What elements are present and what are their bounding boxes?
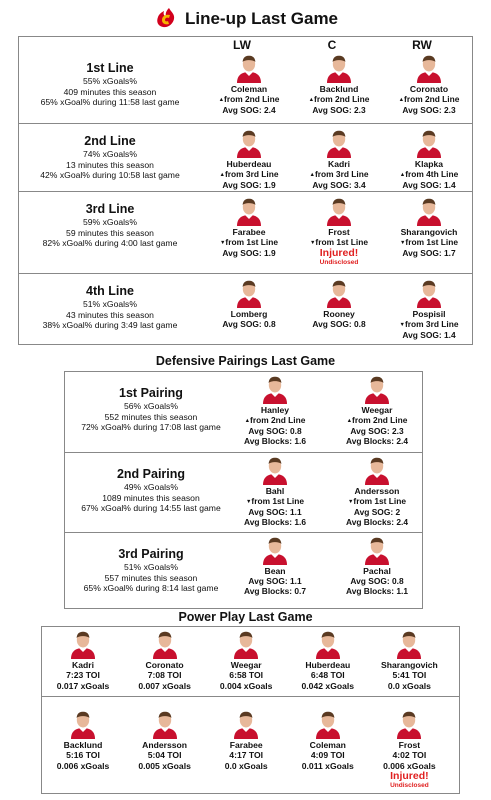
player-card[interactable] xyxy=(227,455,323,527)
player-headshot-icon xyxy=(325,196,353,226)
defense-pairing-row xyxy=(65,532,422,610)
avg-blocks: Avg Blocks: 2.4 xyxy=(345,516,409,527)
line-stat: 49% xGoals% xyxy=(124,482,178,492)
line-name: 3rd Line xyxy=(85,202,135,216)
line-name: 1st Pairing xyxy=(119,386,183,400)
avg-blocks: Avg Blocks: 0.7 xyxy=(243,586,307,596)
time-on-ice: 5:16 TOI xyxy=(66,750,100,760)
avg-sog: Avg SOG: 0.8 xyxy=(222,319,276,329)
player-card[interactable] xyxy=(291,278,387,329)
player-headshot-icon xyxy=(151,629,179,659)
defense-pairing-row xyxy=(65,452,422,532)
xgoals: 0.007 xGoals xyxy=(138,680,191,691)
player-card[interactable] xyxy=(291,196,387,267)
time-on-ice: 4:17 TOI xyxy=(229,750,264,760)
player-card[interactable] xyxy=(329,535,425,596)
player-card[interactable] xyxy=(201,278,297,329)
line-change xyxy=(201,94,297,105)
arrow-down-icon: ▼ xyxy=(399,239,406,246)
avg-sog: Avg SOG: 1.4 xyxy=(402,179,456,190)
line-stat: 1089 minutes this season xyxy=(102,492,200,503)
player-name: Coleman xyxy=(309,740,346,750)
avg-sog: Avg SOG: 1.4 xyxy=(402,329,456,340)
line-change xyxy=(227,415,323,426)
line-stat: 13 minutes this season xyxy=(66,159,154,170)
time-on-ice: 5:04 TOI xyxy=(147,750,182,760)
arrow-up-icon: ▲ xyxy=(219,171,225,178)
defense-pairing-row xyxy=(65,372,422,452)
line-stat: 56% xGoals% xyxy=(124,401,178,411)
injury-detail: Undisclosed xyxy=(390,782,429,789)
line-change xyxy=(201,169,297,180)
line-change-text: from 2nd Line xyxy=(352,415,408,425)
line-change-text: from 3rd Line xyxy=(314,169,369,179)
forward-line-row xyxy=(19,123,472,191)
player-name: Coleman xyxy=(230,84,268,94)
player-name: Weegar xyxy=(230,660,262,670)
time-on-ice: 6:58 TOI xyxy=(229,670,264,680)
arrow-up-icon: ▲ xyxy=(244,417,251,424)
line-name: 1st Line xyxy=(86,61,134,75)
player-headshot-icon xyxy=(235,128,263,158)
arrow-up-icon: ▲ xyxy=(218,96,225,103)
player-card[interactable] xyxy=(381,53,477,115)
line-change xyxy=(381,94,477,105)
power-play-player[interactable] xyxy=(40,709,126,771)
player-name: Kadri xyxy=(72,660,94,670)
line-change-text: from 1st Line xyxy=(225,237,279,247)
power-play-section-title: Power Play Last Game xyxy=(178,610,313,624)
arrow-up-icon: ▲ xyxy=(399,171,406,178)
player-headshot-icon xyxy=(415,196,443,226)
line-change-text: from 4th Line xyxy=(405,169,459,179)
avg-blocks: Avg Blocks: 1.6 xyxy=(243,435,307,446)
player-name: Coronato xyxy=(409,84,449,94)
player-name: Bahl xyxy=(265,486,285,496)
column-header-rw: RW xyxy=(412,38,432,52)
column-header-c: C xyxy=(327,38,337,52)
time-on-ice: 4:09 TOI xyxy=(310,750,345,760)
line-name: 4th Line xyxy=(86,284,134,298)
line-stat: 59% xGoals% xyxy=(83,217,137,227)
xgoals: 0.017 xGoals xyxy=(56,680,110,691)
player-name: Backlund xyxy=(319,84,359,94)
line-change-text: from 1st Line xyxy=(251,496,305,506)
player-card[interactable] xyxy=(329,455,425,527)
player-card[interactable] xyxy=(329,374,425,446)
arrow-down-icon: ▼ xyxy=(399,321,405,328)
line-summary xyxy=(19,202,201,249)
line-change xyxy=(227,496,323,507)
line-summary xyxy=(19,284,201,331)
page-title: Line-up Last Game xyxy=(184,9,339,28)
line-change-text: from 2nd Line xyxy=(314,94,370,104)
arrow-down-icon: ▼ xyxy=(347,498,354,505)
avg-sog: Avg SOG: 2.3 xyxy=(312,104,366,115)
line-stat: 42% xGoal% during 10:58 last game xyxy=(40,170,180,180)
line-summary xyxy=(19,61,201,108)
line-stat: 72% xGoal% during 17:08 last game xyxy=(81,422,221,432)
injury-status: Injured! xyxy=(319,246,359,259)
time-on-ice: 7:23 TOI xyxy=(66,670,100,680)
xgoals: 0.0 xGoals xyxy=(387,680,431,691)
line-summary xyxy=(19,134,201,181)
player-headshot-icon xyxy=(261,455,289,485)
time-on-ice: 6:48 TOI xyxy=(310,670,345,680)
line-stat: 557 minutes this season xyxy=(104,572,198,583)
line-stat: 67% xGoal% during 14:55 last game xyxy=(81,503,221,513)
line-change xyxy=(381,319,477,330)
power-play-player[interactable] xyxy=(366,629,452,691)
player-headshot-icon xyxy=(314,709,342,739)
player-headshot-icon xyxy=(151,709,179,739)
player-card[interactable] xyxy=(227,374,323,446)
power-play-player[interactable] xyxy=(122,709,208,771)
player-name: Backlund xyxy=(63,740,103,750)
line-name: 2nd Pairing xyxy=(116,467,186,481)
player-name: Huberdeau xyxy=(305,660,351,670)
avg-sog: Avg SOG: 2 xyxy=(353,506,401,517)
line-change-text: from 1st Line xyxy=(315,237,369,247)
player-headshot-icon xyxy=(69,709,97,739)
player-card[interactable] xyxy=(381,278,477,340)
power-play-player[interactable] xyxy=(285,709,371,771)
player-name: Farabee xyxy=(232,227,266,237)
line-name: 2nd Line xyxy=(84,134,136,148)
column-header-lw: LW xyxy=(233,38,251,52)
forward-line-row xyxy=(19,37,472,123)
line-stat: 65% xGoal% during 11:58 last game xyxy=(40,97,180,107)
player-name: Pachal xyxy=(363,566,391,576)
player-headshot-icon xyxy=(415,128,443,158)
player-card[interactable] xyxy=(291,128,387,190)
avg-sog: Avg SOG: 0.8 xyxy=(350,576,404,586)
player-card[interactable] xyxy=(291,53,387,115)
player-card[interactable] xyxy=(201,128,297,190)
player-headshot-icon xyxy=(235,196,263,226)
xgoals: 0.004 xGoals xyxy=(219,680,273,691)
line-change xyxy=(329,415,425,426)
player-name: Pospisil xyxy=(412,309,446,319)
xgoals: 0.011 xGoals xyxy=(301,760,354,771)
arrow-down-icon: ▼ xyxy=(309,239,316,246)
line-change-text: from 1st Line xyxy=(405,237,459,247)
player-name: Frost xyxy=(398,740,421,750)
power-play-row xyxy=(42,627,459,696)
player-name: Huberdeau xyxy=(226,159,272,169)
xgoals: 0.006 xGoals xyxy=(56,760,110,771)
player-name: Sharangovich xyxy=(400,227,458,237)
player-headshot-icon xyxy=(232,629,260,659)
power-play-player[interactable] xyxy=(285,629,371,691)
player-name: Klapka xyxy=(414,159,444,169)
line-stat: 51% xGoals% xyxy=(124,562,178,572)
player-headshot-icon xyxy=(235,278,263,308)
line-change xyxy=(329,496,425,507)
player-headshot-icon xyxy=(415,53,443,83)
page-header xyxy=(0,4,491,34)
avg-sog: Avg SOG: 1.1 xyxy=(248,576,302,586)
player-name: Coronato xyxy=(145,660,184,670)
player-name: Andersson xyxy=(142,740,188,750)
line-name: 3rd Pairing xyxy=(118,547,184,561)
line-change xyxy=(291,169,387,180)
line-stat: 55% xGoals% xyxy=(83,76,137,86)
line-stat: 43 minutes this season xyxy=(66,309,154,320)
player-headshot-icon xyxy=(232,709,260,739)
line-change-text: from 3rd Line xyxy=(404,319,459,329)
power-play-player[interactable] xyxy=(366,709,452,790)
avg-sog: Avg SOG: 0.8 xyxy=(248,425,302,436)
player-name: Hanley xyxy=(260,405,290,415)
defense-section-title: Defensive Pairings Last Game xyxy=(155,354,336,368)
line-summary xyxy=(65,547,237,594)
xgoals: 0.005 xGoals xyxy=(138,760,191,771)
flames-logo-icon xyxy=(153,6,179,32)
avg-blocks: Avg Blocks: 1.6 xyxy=(243,516,307,527)
player-name: Sharangovich xyxy=(380,660,438,670)
avg-sog: Avg SOG: 1.9 xyxy=(222,179,276,190)
injury-detail: Undisclosed xyxy=(319,258,359,266)
line-stat: 65% xGoal% during 8:14 last game xyxy=(83,583,219,593)
line-stat: 82% xGoal% during 4:00 last game xyxy=(42,238,178,248)
line-summary xyxy=(65,386,237,433)
line-stat: 51% xGoals% xyxy=(83,299,137,309)
avg-blocks: Avg Blocks: 2.4 xyxy=(345,435,409,446)
arrow-down-icon: ▼ xyxy=(219,239,226,246)
avg-sog: Avg SOG: 1.1 xyxy=(248,506,302,517)
player-name: Weegar xyxy=(361,405,393,415)
line-change xyxy=(201,237,297,248)
avg-sog: Avg SOG: 2.3 xyxy=(402,104,456,115)
forward-line-row xyxy=(19,273,472,346)
arrow-down-icon: ▼ xyxy=(245,498,252,505)
player-name: Andersson xyxy=(354,486,400,496)
player-headshot-icon xyxy=(363,455,391,485)
player-name: Bean xyxy=(264,566,286,576)
arrow-up-icon: ▲ xyxy=(308,96,315,103)
avg-sog: Avg SOG: 2.3 xyxy=(350,425,404,436)
player-headshot-icon xyxy=(261,374,289,404)
player-headshot-icon xyxy=(395,629,423,659)
arrow-up-icon: ▲ xyxy=(346,417,353,424)
xgoals: 0.006 xGoals xyxy=(383,760,436,771)
player-name: Rooney xyxy=(323,309,355,319)
player-card[interactable] xyxy=(227,535,323,596)
line-change-text: from 2nd Line xyxy=(224,94,280,104)
player-name: Kadri xyxy=(328,159,350,169)
time-on-ice: 4:02 TOI xyxy=(392,750,427,760)
player-headshot-icon xyxy=(235,53,263,83)
power-play-player[interactable] xyxy=(203,709,289,771)
avg-sog: Avg SOG: 3.4 xyxy=(312,179,366,190)
injury-status: Injured! xyxy=(390,770,429,782)
avg-sog: Avg SOG: 2.4 xyxy=(222,104,276,115)
xgoals: 0.042 xGoals xyxy=(301,680,355,691)
defensive-pairings-table xyxy=(64,371,423,609)
power-play-player[interactable] xyxy=(122,629,208,691)
forward-line-row xyxy=(19,191,472,273)
line-change-text: from 1st Line xyxy=(353,496,407,506)
forward-lines-table xyxy=(18,36,473,345)
line-change xyxy=(381,169,477,180)
power-play-player[interactable] xyxy=(40,629,126,691)
time-on-ice: 5:41 TOI xyxy=(392,670,427,680)
player-card[interactable] xyxy=(381,196,477,258)
line-stat: 38% xGoal% during 3:49 last game xyxy=(42,320,178,330)
player-headshot-icon xyxy=(415,278,443,308)
line-change-text: from 2nd Line xyxy=(250,415,306,425)
time-on-ice: 7:08 TOI xyxy=(147,670,182,680)
avg-blocks: Avg Blocks: 1.1 xyxy=(345,586,409,596)
player-headshot-icon xyxy=(325,278,353,308)
line-stat: 409 minutes this season xyxy=(63,86,157,97)
player-headshot-icon xyxy=(325,128,353,158)
line-stat: 552 minutes this season xyxy=(104,411,198,422)
power-play-player[interactable] xyxy=(203,629,289,691)
xgoals: 0.0 xGoals xyxy=(224,760,268,771)
player-card[interactable] xyxy=(201,53,297,115)
avg-sog: Avg SOG: 1.9 xyxy=(222,247,276,258)
line-summary xyxy=(65,467,237,514)
line-change xyxy=(291,94,387,105)
player-headshot-icon xyxy=(395,709,423,739)
avg-sog: Avg SOG: 0.8 xyxy=(312,319,366,329)
player-name: Frost xyxy=(328,227,350,237)
line-stat: 74% xGoals% xyxy=(83,149,137,159)
player-headshot-icon xyxy=(363,535,391,565)
player-name: Lomberg xyxy=(230,309,268,319)
player-card[interactable] xyxy=(201,196,297,258)
player-headshot-icon xyxy=(325,53,353,83)
line-change xyxy=(381,237,477,248)
line-change-text: from 3rd Line xyxy=(224,169,279,179)
arrow-up-icon: ▲ xyxy=(309,171,315,178)
player-headshot-icon xyxy=(69,629,97,659)
player-headshot-icon xyxy=(363,374,391,404)
power-play-table xyxy=(41,626,460,794)
arrow-up-icon: ▲ xyxy=(398,96,405,103)
avg-sog: Avg SOG: 1.7 xyxy=(402,247,456,258)
player-name: Farabee xyxy=(229,740,263,750)
line-change-text: from 2nd Line xyxy=(404,94,460,104)
player-headshot-icon xyxy=(261,535,289,565)
line-stat: 59 minutes this season xyxy=(66,227,154,238)
power-play-row xyxy=(42,696,459,795)
player-card[interactable] xyxy=(381,128,477,190)
player-headshot-icon xyxy=(314,629,342,659)
